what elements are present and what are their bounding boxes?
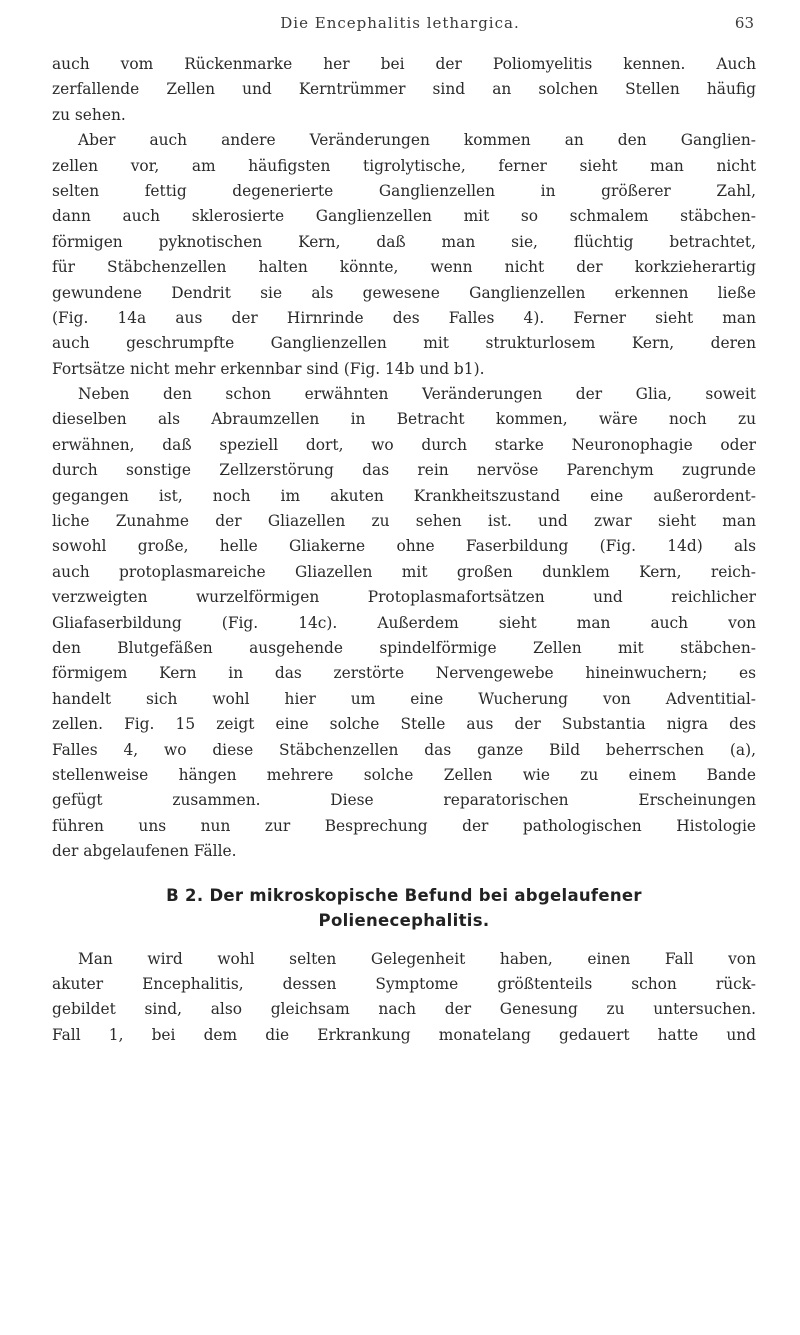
text-line: zu sehen. [52,105,126,124]
text-line: sowohl große, helle Gliakerne ohne Faserbildung (Fig. 14d) als [52,537,756,556]
text-line: der abgelaufenen Fälle. [52,842,237,861]
text-line: Fall 1, bei dem die Erkrankung monatelang gedauert hatte und [52,1025,756,1044]
text-line: führen uns nun zur Besprechung der pathologischen Histologie [52,816,756,835]
text-line: erwähnen, daß speziell dort, wo durch starke Neuronophagie oder [52,435,756,454]
body-text [52,52,756,1048]
text-line: liche Zunahme der Gliazellen zu sehen ist. und zwar sieht man [52,512,756,531]
text-line: zellen. Fig. 15 zeigt eine solche Stelle aus der Substantia nigra des [52,715,756,734]
text-line: dieselben als Abraumzellen in Betracht kommen, wäre noch zu [52,410,756,429]
text-line: verzweigten wurzelförmigen Protoplasmafortsätzen und reichlicher [52,588,756,607]
paragraph-healed-cases [52,947,756,1049]
text-line: Aber auch andere Veränderungen kommen an den Ganglien- [78,131,756,150]
section-heading-line: B 2. Der mikroskopische Befund bei abgelaufener [166,885,642,905]
text-line: auch protoplasmareiche Gliazellen mit großen dunklem Kern, reich- [52,562,756,581]
text-line: auch geschrumpfte Ganglienzellen mit strukturlosem Kern, deren [52,334,756,353]
text-line: dann auch sklerosierte Ganglienzellen mit so schmalem stäbchen- [52,207,756,226]
text-line: förmigen pyknotischen Kern, daß man sie, flüchtig betrachtet, [52,232,756,251]
text-line: Gliafaserbildung (Fig. 14c). Außerdem sieht man auch von [52,613,756,632]
text-line: Man wird wohl selten Gelegenheit haben, einen Fall von [78,949,756,968]
page-number: 63 [734,14,754,32]
text-line: förmigem Kern in das zerstörte Nervengewebe hineinwuchern; es [52,664,756,683]
text-line: (Fig. 14a aus der Hirnrinde des Falles 4). Ferner sieht man [52,308,756,327]
text-line: gegangen ist, noch im akuten Krankheitszustand eine außerordent- [52,486,756,505]
text-line: Falles 4, wo diese Stäbchenzellen das ganze Bild beherrschen (a), [52,740,756,759]
text-line: selten fettig degenerierte Ganglienzellen in größerer Zahl, [52,181,756,200]
text-line: Fortsätze nicht mehr erkennbar sind (Fig. 14b und b1). [52,359,485,378]
text-line: stellenweise hängen mehrere solche Zellen wie zu einem Bande [52,765,756,784]
text-line: auch vom Rückenmarke her bei der Poliomyelitis kennen. Auch [52,55,756,73]
text-line: Neben den schon erwähnten Veränderungen der Glia, soweit [78,385,756,404]
section-heading [52,883,756,933]
text-line: gebildet sind, also gleichsam nach der Genesung zu untersuchen. [52,1000,756,1019]
paragraph-ganglion-changes [52,128,756,382]
text-line: für Stäbchenzellen halten könnte, wenn nicht der korkzieherartig [52,258,756,277]
text-line: den Blutgefäßen ausgehende spindelförmige Zellen mit stäbchen- [52,638,756,657]
paragraph-continuation [52,52,756,128]
text-line: durch sonstige Zellzerstörung das rein nervöse Parenchym zugrunde [52,461,756,480]
section-heading-line: Polienecephalitis. [318,910,490,930]
text-line: handelt sich wohl hier um eine Wucherung von Adventitial- [52,689,756,708]
running-title: Die Encephalitis lethargica. [280,14,520,32]
running-head [0,14,800,38]
text-line: zellen vor, am häufigsten tigrolytische, ferner sieht man nicht [52,156,756,175]
text-line: akuter Encephalitis, dessen Symptome größtenteils schon rück- [52,974,756,993]
text-line: gewundene Dendrit sie als gewesene Ganglienzellen erkennen ließe [52,283,756,302]
paragraph-glia-changes [52,382,756,864]
text-line: gefügt zusammen. Diese reparatorischen Erscheinungen [52,791,756,810]
text-line: zerfallende Zellen und Kerntrümmer sind an solchen Stellen häufig [52,80,756,99]
